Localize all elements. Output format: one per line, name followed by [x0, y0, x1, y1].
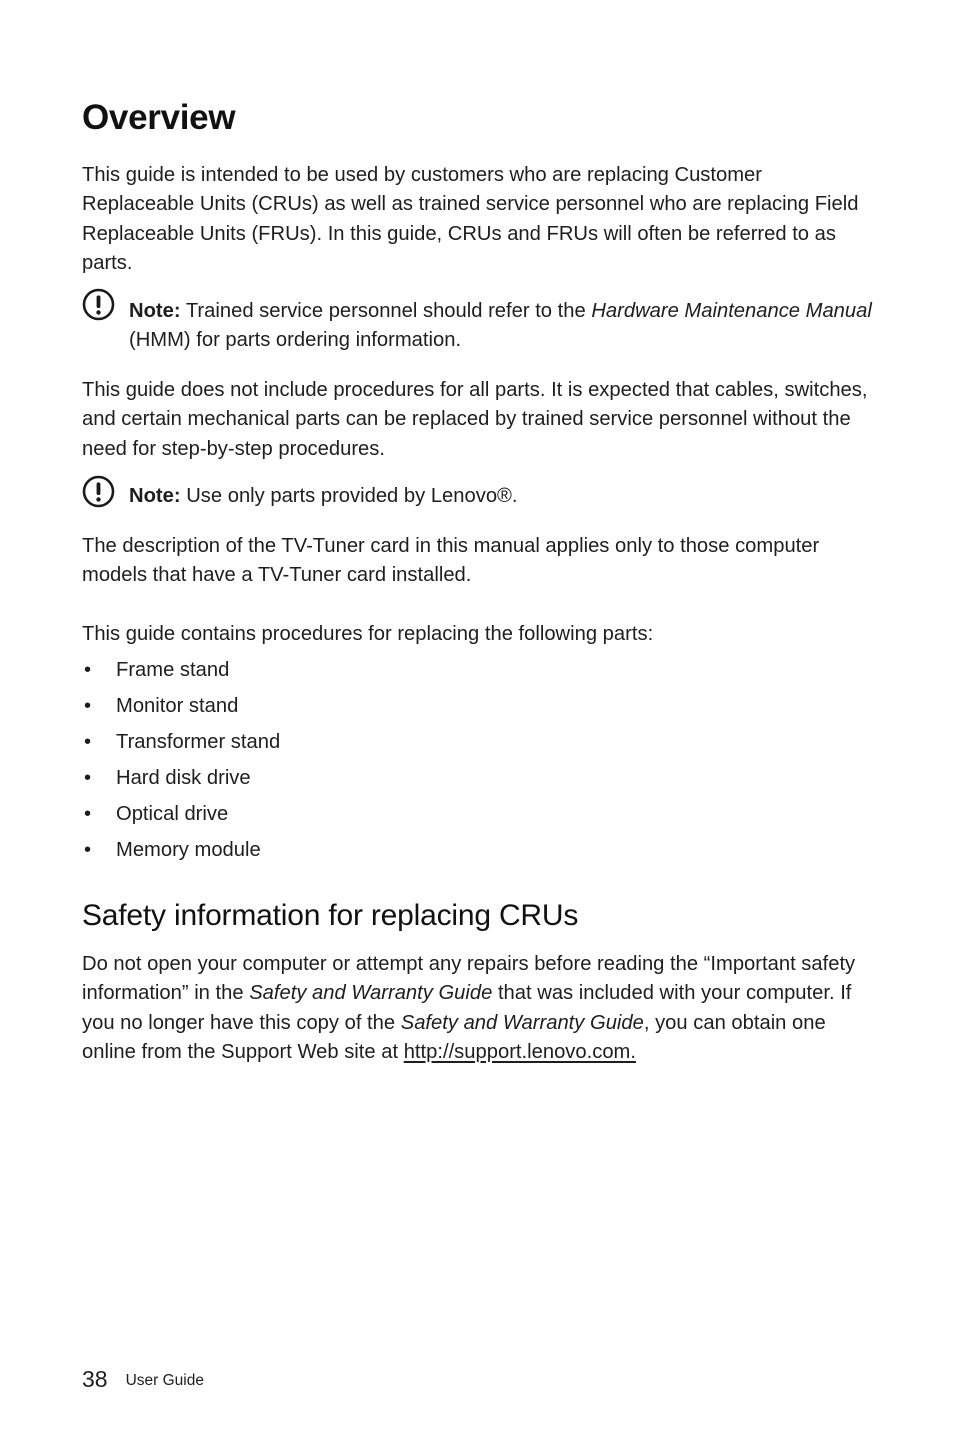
- page-title: Overview: [82, 98, 236, 137]
- parts-list: [82, 654, 280, 870]
- note-label: Note:: [129, 485, 181, 507]
- list-item: [82, 762, 280, 798]
- safety-guide-title: Safety and Warranty Guide: [249, 982, 493, 1005]
- list-item-text: Hard disk drive: [116, 767, 251, 789]
- safety-text-2: that was included with your computer. If you no longer have this copy of the: [82, 982, 852, 1034]
- safety-paragraph: [82, 950, 872, 1067]
- note-lenovo-text: [82, 475, 872, 511]
- bullet: •: [84, 767, 92, 789]
- tv-tuner-paragraph: The description of the TV-Tuner card in this manual applies only to those computer models that have a TV-Tuner card installed.: [82, 535, 820, 587]
- intro-paragraph: This guide is intended to be used by customers who are replacing Customer Replaceable Units (CRUs) as well as trained service personnel who are replacing Field Replaceable Units (FRUs). In this guide, CRUs and FRUs will often be referred to as parts.: [82, 164, 859, 274]
- footer-label: User Guide: [125, 1372, 204, 1389]
- parts-intro-paragraph: This guide contains procedures for replacing the following parts:: [82, 623, 654, 645]
- procedures-paragraph: This guide does not include procedures for all parts. It is expected that cables, switches, and certain mechanical parts can be replaced by trained service personnel without the need for step-by-step procedures.: [82, 379, 868, 460]
- bullet: •: [84, 659, 92, 681]
- note-hmm: [82, 288, 872, 356]
- bullet: •: [84, 803, 92, 825]
- exclamation-circle-icon: [82, 475, 115, 508]
- list-item-text: Transformer stand: [116, 731, 281, 753]
- note-text-before: Trained service personnel should refer to the: [185, 300, 586, 322]
- list-item-text: Memory module: [116, 839, 261, 861]
- bullet: •: [84, 839, 92, 861]
- safety-guide-title-2: Safety and Warranty Guide: [400, 1011, 644, 1034]
- page-footer: [82, 1366, 204, 1393]
- list-item-text: Frame stand: [116, 659, 230, 681]
- list-item: [82, 690, 280, 726]
- support-link[interactable]: http://support.lenovo.com.: [403, 1040, 636, 1063]
- note-text-after: (HMM) for parts ordering information.: [129, 329, 462, 352]
- safety-section-title: Safety information for replacing CRUs: [82, 899, 579, 932]
- safety-text-3: , you can obtain one online from the Support Web site at: [82, 1011, 826, 1063]
- note-hmm-text: [82, 288, 872, 356]
- list-item: [82, 726, 280, 762]
- note-label: Note:: [129, 300, 181, 322]
- list-item: [82, 834, 280, 870]
- note-lenovo-parts: [82, 475, 872, 511]
- exclamation-circle-icon: [82, 288, 115, 321]
- note-lenovo-body: Use only parts provided by Lenovo®.: [186, 485, 518, 507]
- list-item: [82, 654, 280, 690]
- list-item-text: Optical drive: [116, 803, 229, 825]
- hmm-title: Hardware Maintenance Manual: [591, 300, 872, 322]
- safety-text-1: Do not open your computer or attempt any repairs before reading the “Important safety information” in the: [82, 953, 856, 1005]
- page-number: 38: [82, 1366, 108, 1392]
- bullet: •: [84, 731, 92, 753]
- list-item-text: Monitor stand: [116, 695, 239, 717]
- list-item: [82, 798, 280, 834]
- bullet: •: [84, 695, 92, 717]
